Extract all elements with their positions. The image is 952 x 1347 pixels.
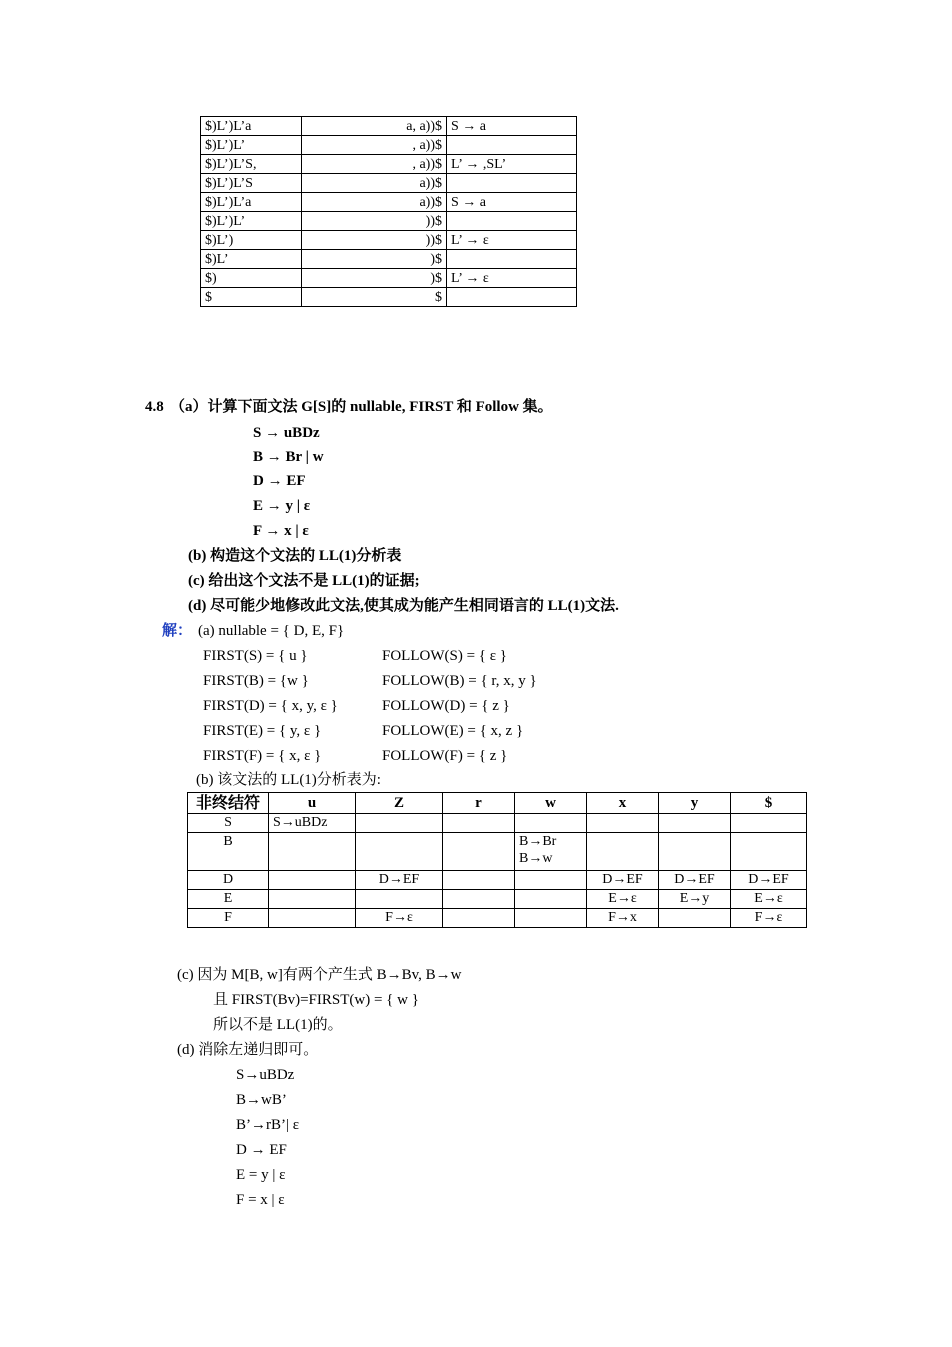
input-cell: , a))$ <box>302 136 447 155</box>
ll1-parse-table <box>187 792 807 928</box>
table-cell <box>356 833 443 871</box>
question-part-d: (d) 尽可能少地修改此文法,使其成为能产生相同语言的 LL(1)文法. <box>188 598 619 614</box>
table-header-row <box>188 793 807 814</box>
first-set: FIRST(D) = { x, y, ε } <box>203 698 338 714</box>
nonterminal-cell: F <box>188 909 269 928</box>
first-set: FIRST(F) = { x, ε } <box>203 748 322 764</box>
grammar-line: D → EF <box>253 473 306 489</box>
table-row <box>201 136 577 155</box>
production-entry: B→Br <box>519 834 557 849</box>
table-cell <box>515 814 587 833</box>
table-row <box>201 193 577 212</box>
table-row <box>201 288 577 307</box>
action-cell: S → a <box>447 117 577 136</box>
table-row <box>201 155 577 174</box>
table-caption: (b) 该文法的 LL(1)分析表为: <box>196 772 381 788</box>
header-cell: 非终结符 <box>188 793 269 814</box>
table-cell: D→EF <box>659 871 731 890</box>
table-row <box>201 269 577 288</box>
stack-cell: $) <box>201 269 302 288</box>
table-cell: D→EF <box>356 871 443 890</box>
part-c-line: 且 FIRST(Bv)=FIRST(w) = { w } <box>213 992 419 1008</box>
grammar-line: B → Br | w <box>253 449 324 465</box>
first-set: FIRST(E) = { y, ε } <box>203 723 322 739</box>
action-cell: L’ → ε <box>447 231 577 250</box>
stack-cell: $)L’)L’S, <box>201 155 302 174</box>
table-row <box>201 212 577 231</box>
parse-trace-table <box>200 116 577 307</box>
action-cell <box>447 288 577 307</box>
table-cell: F→ε <box>731 909 807 928</box>
part-c-line: 所以不是 LL(1)的。 <box>213 1017 343 1033</box>
table-cell <box>443 833 515 871</box>
table-cell <box>356 890 443 909</box>
part-c-line: (c) 因为 M[B, w]有两个产生式 B→Bv, B→w <box>177 967 462 983</box>
follow-set: FOLLOW(B) = { r, x, y } <box>382 673 537 689</box>
stack-cell: $)L’ <box>201 250 302 269</box>
table-cell: E→ε <box>731 890 807 909</box>
table-cell <box>515 890 587 909</box>
table-cell <box>443 871 515 890</box>
answer-label: 解： <box>162 623 193 639</box>
input-cell: )$ <box>302 269 447 288</box>
table-cell <box>587 814 659 833</box>
nonterminal-cell: D <box>188 871 269 890</box>
input-cell: ))$ <box>302 212 447 231</box>
table-row <box>201 174 577 193</box>
rewritten-grammar-line: B’→rB’| ε <box>236 1117 300 1133</box>
action-cell: L’ → ε <box>447 269 577 288</box>
grammar-line: F → x | ε <box>253 523 309 539</box>
input-cell: a))$ <box>302 174 447 193</box>
table-cell <box>443 814 515 833</box>
table-cell <box>443 909 515 928</box>
table-cell <box>515 833 587 871</box>
action-cell <box>447 250 577 269</box>
table-row <box>188 833 807 871</box>
stack-cell: $)L’)L’a <box>201 193 302 212</box>
input-cell: $ <box>302 288 447 307</box>
table-cell <box>269 871 356 890</box>
action-cell <box>447 136 577 155</box>
header-cell: r <box>443 793 515 814</box>
rewritten-grammar-line: S→uBDz <box>236 1067 295 1083</box>
stack-cell: $)L’)L’ <box>201 212 302 231</box>
table-cell: S→uBDz <box>269 814 356 833</box>
table-row <box>188 871 807 890</box>
table-cell <box>515 909 587 928</box>
table-cell <box>269 909 356 928</box>
part-d-intro: (d) 消除左递归即可。 <box>177 1042 319 1058</box>
input-cell: a))$ <box>302 193 447 212</box>
input-cell: , a))$ <box>302 155 447 174</box>
table-cell <box>356 814 443 833</box>
follow-set: FOLLOW(E) = { x, z } <box>382 723 524 739</box>
input-cell: a, a))$ <box>302 117 447 136</box>
table-cell <box>731 833 807 871</box>
input-cell: ))$ <box>302 231 447 250</box>
first-set: FIRST(B) = {w } <box>203 673 309 689</box>
header-cell: w <box>515 793 587 814</box>
nonterminal-cell: E <box>188 890 269 909</box>
table-cell <box>269 890 356 909</box>
grammar-line: S → uBDz <box>253 425 320 441</box>
table-cell: E→y <box>659 890 731 909</box>
table-cell <box>659 814 731 833</box>
table-cell: D→EF <box>587 871 659 890</box>
rewritten-grammar-line: D → EF <box>236 1142 287 1158</box>
table-cell <box>659 833 731 871</box>
question-part-c: (c) 给出这个文法不是 LL(1)的证据; <box>188 573 420 589</box>
table-row <box>188 890 807 909</box>
table-cell <box>443 890 515 909</box>
action-cell <box>447 174 577 193</box>
table-cell <box>659 909 731 928</box>
table-cell: F→ε <box>356 909 443 928</box>
table-row <box>201 231 577 250</box>
nonterminal-cell: S <box>188 814 269 833</box>
follow-set: FOLLOW(S) = { ε } <box>382 648 507 664</box>
action-cell: L’ → ,SL’ <box>447 155 577 174</box>
table-cell <box>269 833 356 871</box>
table-row <box>188 814 807 833</box>
table-row <box>201 250 577 269</box>
header-cell: Z <box>356 793 443 814</box>
stack-cell: $ <box>201 288 302 307</box>
rewritten-grammar-line: B→wB’ <box>236 1092 287 1108</box>
stack-cell: $)L’)L’ <box>201 136 302 155</box>
input-cell: )$ <box>302 250 447 269</box>
nullable-set: (a) nullable = { D, E, F} <box>198 623 345 639</box>
header-cell: $ <box>731 793 807 814</box>
header-cell: u <box>269 793 356 814</box>
rewritten-grammar-line: E = y | ε <box>236 1167 286 1183</box>
production-entry: B→w <box>519 851 553 866</box>
question-number: 4.8 <box>145 399 164 415</box>
table-cell: D→EF <box>731 871 807 890</box>
table-row <box>201 117 577 136</box>
follow-set: FOLLOW(D) = { z } <box>382 698 510 714</box>
table-cell: F→x <box>587 909 659 928</box>
table-cell <box>731 814 807 833</box>
table-cell <box>515 871 587 890</box>
nonterminal-cell: B <box>188 833 269 871</box>
rewritten-grammar-line: F = x | ε <box>236 1192 285 1208</box>
table-row <box>188 909 807 928</box>
first-set: FIRST(S) = { u } <box>203 648 308 664</box>
action-cell: S → a <box>447 193 577 212</box>
follow-set: FOLLOW(F) = { z } <box>382 748 508 764</box>
grammar-line: E → y | ε <box>253 498 311 514</box>
header-cell: y <box>659 793 731 814</box>
stack-cell: $)L’)L’S <box>201 174 302 193</box>
question-part-b: (b) 构造这个文法的 LL(1)分析表 <box>188 548 402 564</box>
question-part-a: （a）计算下面文法 G[S]的 nullable, FIRST 和 Follow 集。 <box>170 399 553 415</box>
stack-cell: $)L’)L’a <box>201 117 302 136</box>
header-cell: x <box>587 793 659 814</box>
table-cell: E→ε <box>587 890 659 909</box>
stack-cell: $)L’) <box>201 231 302 250</box>
table-cell <box>587 833 659 871</box>
action-cell <box>447 212 577 231</box>
